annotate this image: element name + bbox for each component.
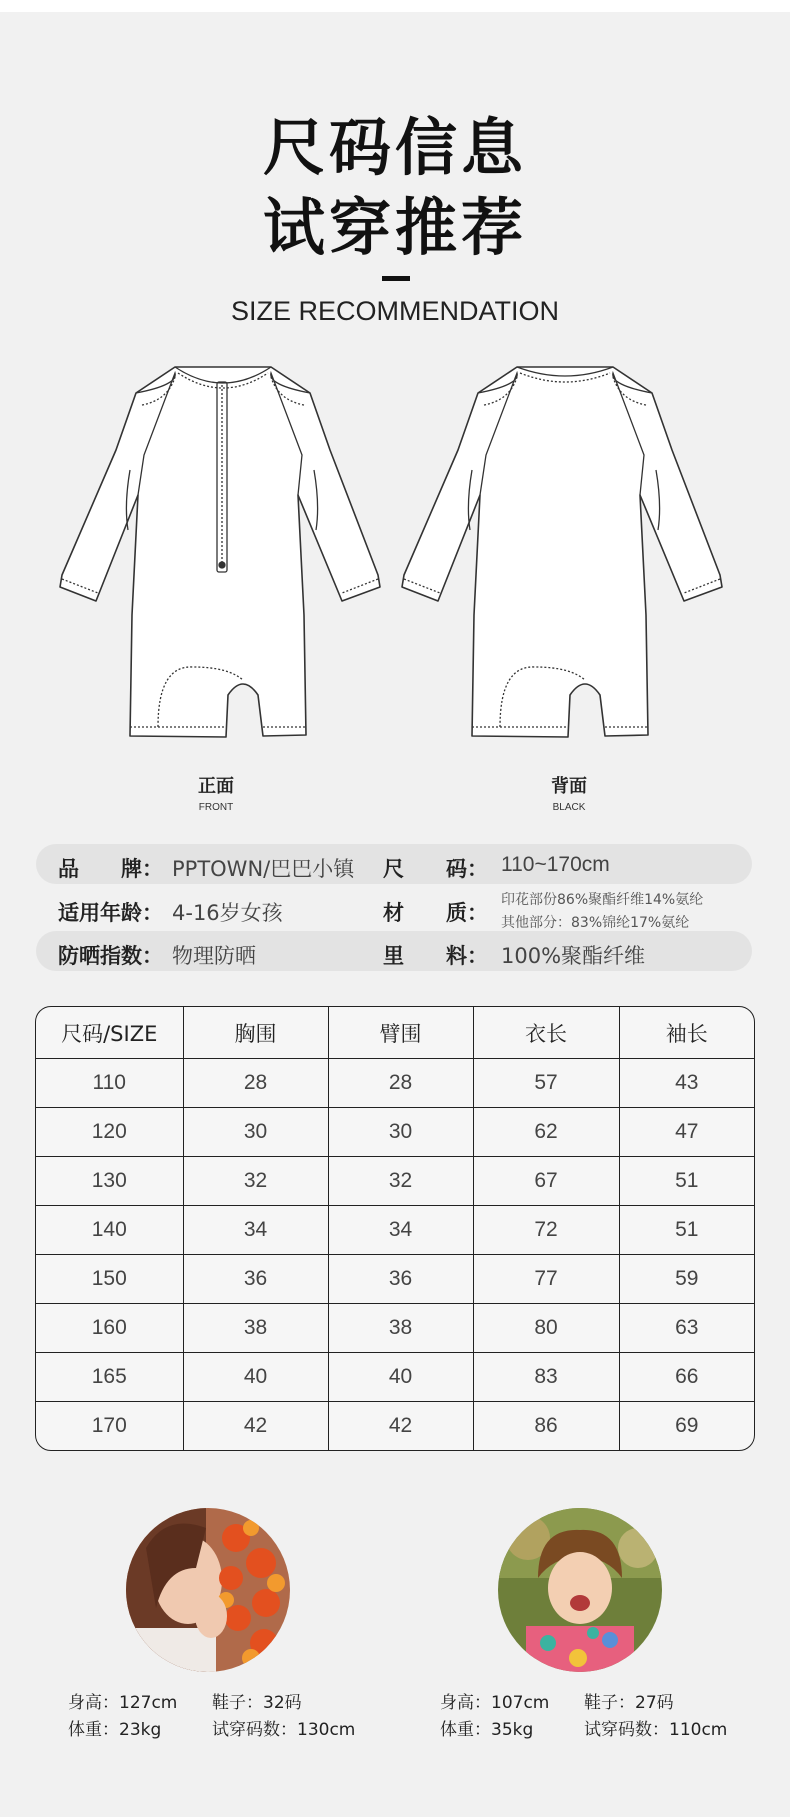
table-cell: 36 — [183, 1255, 328, 1304]
table-cell: 30 — [328, 1108, 473, 1157]
model-1-height: 身高：127cm — [68, 1693, 178, 1713]
uv-key: 防晒指数： — [58, 944, 163, 968]
table-cell: 38 — [183, 1304, 328, 1353]
table-cell: 130 — [36, 1157, 183, 1206]
table-cell: 40 — [183, 1353, 328, 1402]
page-title-line1: 尺码信息 — [262, 111, 527, 184]
table-cell: 160 — [36, 1304, 183, 1353]
table-cell: 34 — [183, 1206, 328, 1255]
table-cell: 43 — [619, 1059, 754, 1108]
table-cell: 28 — [183, 1059, 328, 1108]
material-value-1: 印花部份86%聚酯纤维14%氨纶 — [501, 892, 704, 908]
table-row — [36, 1304, 754, 1353]
table-cell: 42 — [183, 1402, 328, 1451]
table-row — [36, 1157, 754, 1206]
model-info-1 — [68, 1690, 355, 1744]
table-row — [36, 1206, 754, 1255]
table-header: 衣长 — [473, 1007, 619, 1059]
model-info-2 — [440, 1690, 727, 1744]
back-label-cn: 背面 — [551, 776, 587, 797]
back-label — [469, 772, 669, 813]
table-cell: 32 — [183, 1157, 328, 1206]
table-cell: 63 — [619, 1304, 754, 1353]
title-divider — [382, 276, 410, 281]
table-cell: 40 — [328, 1353, 473, 1402]
table-cell: 28 — [328, 1059, 473, 1108]
table-header: 尺码/SIZE — [36, 1007, 183, 1059]
table-header: 臂围 — [328, 1007, 473, 1059]
model-1-tried-size: 试穿码数：130cm — [212, 1720, 356, 1740]
table-cell: 80 — [473, 1304, 619, 1353]
table-cell: 69 — [619, 1402, 754, 1451]
material-value-2: 其他部分：83%锦纶17%氨纶 — [501, 915, 690, 931]
table-header-row — [36, 1007, 754, 1059]
table-cell: 165 — [36, 1353, 183, 1402]
table-cell: 72 — [473, 1206, 619, 1255]
front-label-en: FRONT — [198, 802, 234, 813]
table-cell: 59 — [619, 1255, 754, 1304]
brand-value: PPTOWN/巴巴小镇 — [172, 857, 355, 881]
table-row — [36, 1353, 754, 1402]
top-strip — [0, 0, 790, 12]
uv-value: 物理防晒 — [172, 944, 256, 968]
table-cell: 51 — [619, 1206, 754, 1255]
model-2-height: 身高：107cm — [440, 1693, 550, 1713]
table-cell: 32 — [328, 1157, 473, 1206]
model-2-shoes: 鞋子：27码 — [584, 1693, 674, 1713]
table-row — [36, 1402, 754, 1451]
page-title-line2: 试穿推荐 — [262, 191, 527, 264]
lining-value: 100%聚酯纤维 — [501, 944, 646, 968]
table-cell: 110 — [36, 1059, 183, 1108]
table-cell: 83 — [473, 1353, 619, 1402]
table-cell: 170 — [36, 1402, 183, 1451]
table-cell: 62 — [473, 1108, 619, 1157]
table-cell: 67 — [473, 1157, 619, 1206]
table-cell: 47 — [619, 1108, 754, 1157]
table-cell: 36 — [328, 1255, 473, 1304]
swimsuit-back-sketch-icon — [400, 355, 730, 745]
table-header: 胸围 — [183, 1007, 328, 1059]
table-row — [36, 1255, 754, 1304]
swimsuit-front-sketch-icon — [58, 355, 388, 745]
table-row — [36, 1059, 754, 1108]
table-cell: 120 — [36, 1108, 183, 1157]
table-cell: 30 — [183, 1108, 328, 1157]
table-cell: 57 — [473, 1059, 619, 1108]
table-cell: 150 — [36, 1255, 183, 1304]
table-cell: 34 — [328, 1206, 473, 1255]
table-cell: 140 — [36, 1206, 183, 1255]
size-table — [35, 1006, 755, 1451]
model-2-tried-size: 试穿码数：110cm — [584, 1720, 728, 1740]
age-value: 4-16岁女孩 — [172, 901, 283, 925]
table-cell: 42 — [328, 1402, 473, 1451]
model-1-weight: 体重：23kg — [68, 1720, 162, 1740]
model-2-weight: 体重：35kg — [440, 1720, 534, 1740]
model-photo-1 — [126, 1508, 290, 1672]
table-cell: 51 — [619, 1157, 754, 1206]
table-cell: 66 — [619, 1353, 754, 1402]
material-key: 材 质： — [383, 901, 488, 925]
table-cell: 77 — [473, 1255, 619, 1304]
back-label-en: BLACK — [552, 802, 586, 813]
model-1-shoes: 鞋子：32码 — [212, 1693, 302, 1713]
table-cell: 86 — [473, 1402, 619, 1451]
table-cell: 38 — [328, 1304, 473, 1353]
lining-key: 里 料： — [383, 944, 488, 968]
size-key: 尺 码： — [383, 857, 488, 881]
front-label — [116, 772, 316, 813]
table-header: 袖长 — [619, 1007, 754, 1059]
brand-key: 品 牌： — [58, 857, 163, 881]
size-value: 110~170cm — [501, 853, 610, 876]
age-key: 适用年龄： — [58, 901, 163, 925]
model-photo-2 — [498, 1508, 662, 1672]
front-label-cn: 正面 — [198, 776, 234, 797]
table-row — [36, 1108, 754, 1157]
page-subtitle: SIZE RECOMMENDATION — [230, 296, 559, 326]
